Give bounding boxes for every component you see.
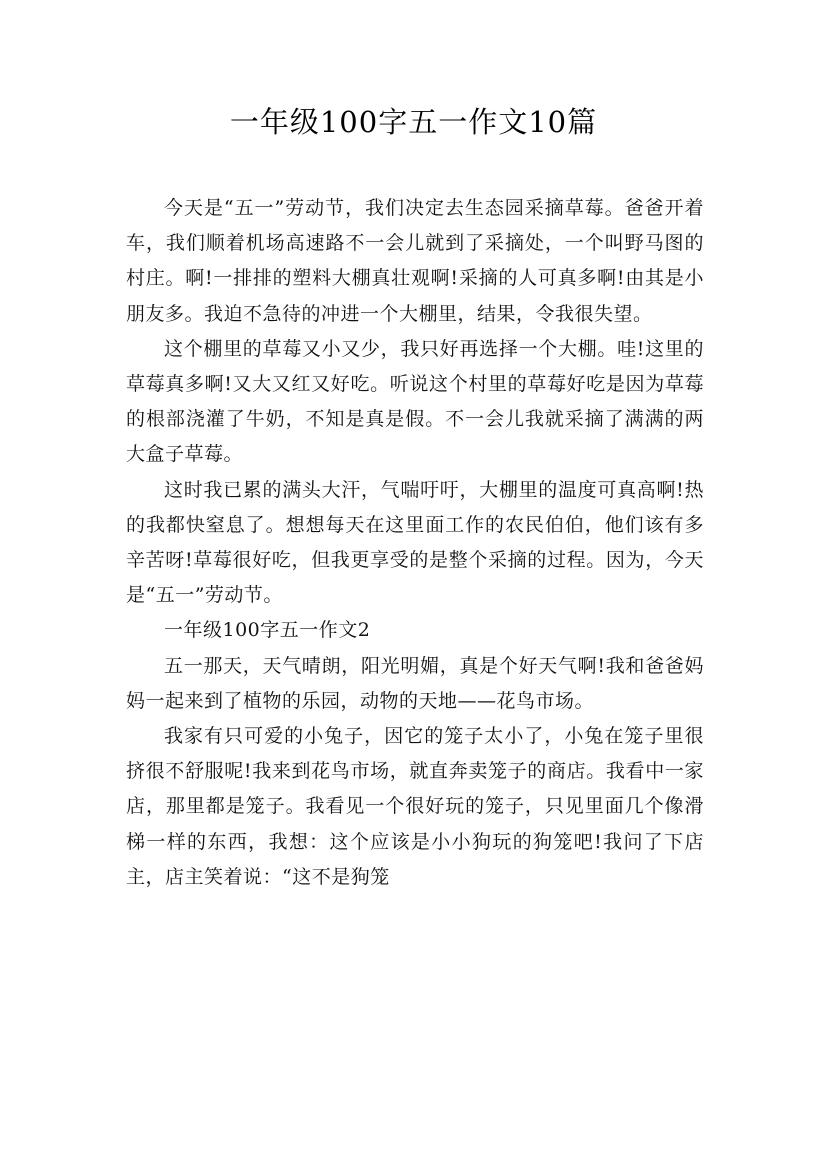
paragraph: 五一那天，天气晴朗，阳光明媚，真是个好天气啊!我和爸爸妈妈一起来到了植物的乐园，动物的天地——花鸟市场。 [126, 654, 704, 712]
paragraph: 这个棚里的草莓又小又少，我只好再选择一个大棚。哇!这里的草莓真多啊!又大又红又好吃。听说这个村里的草莓好吃是因为草莓的根部浇灌了牛奶，不知是真是假。不一会儿我就采摘了满满的两大盒子草莓。 [126, 337, 704, 466]
document-body [126, 191, 704, 895]
paragraph: 这时我已累的满头大汗，气喘吁吁，大棚里的温度可真高啊!热的我都快窒息了。想想每天在这里面工作的农民伯伯，他们该有多辛苦呀!草莓很好吃，但我更享受的是整个采摘的过程。因为，今天是“五一”劳动节。 [126, 478, 704, 607]
document-title: 一年级100字五一作文10篇 [229, 105, 598, 139]
paragraph: 我家有只可爱的小兔子，因它的笼子太小了，小兔在笼子里很挤很不舒服呢!我来到花鸟市场，就直奔卖笼子的商店。我看中一家店，那里都是笼子。我看见一个很好玩的笼子，只见里面几个像滑梯一样的东西，我想：这个应该是小小狗玩的狗笼吧!我问了下店主，店主笑着说：“这不是狗笼 [126, 725, 704, 888]
paragraph: 今天是“五一”劳动节，我们决定去生态园采摘草莓。爸爸开着车，我们顺着机场高速路不一会儿就到了采摘处，一个叫野马图的村庄。啊!一排排的塑料大棚真壮观啊!采摘的人可真多啊!由其是小朋友多。我迫不急待的冲进一个大棚里，结果，令我很失望。 [126, 197, 704, 325]
section-heading: 一年级100字五一作文2 [164, 619, 371, 642]
